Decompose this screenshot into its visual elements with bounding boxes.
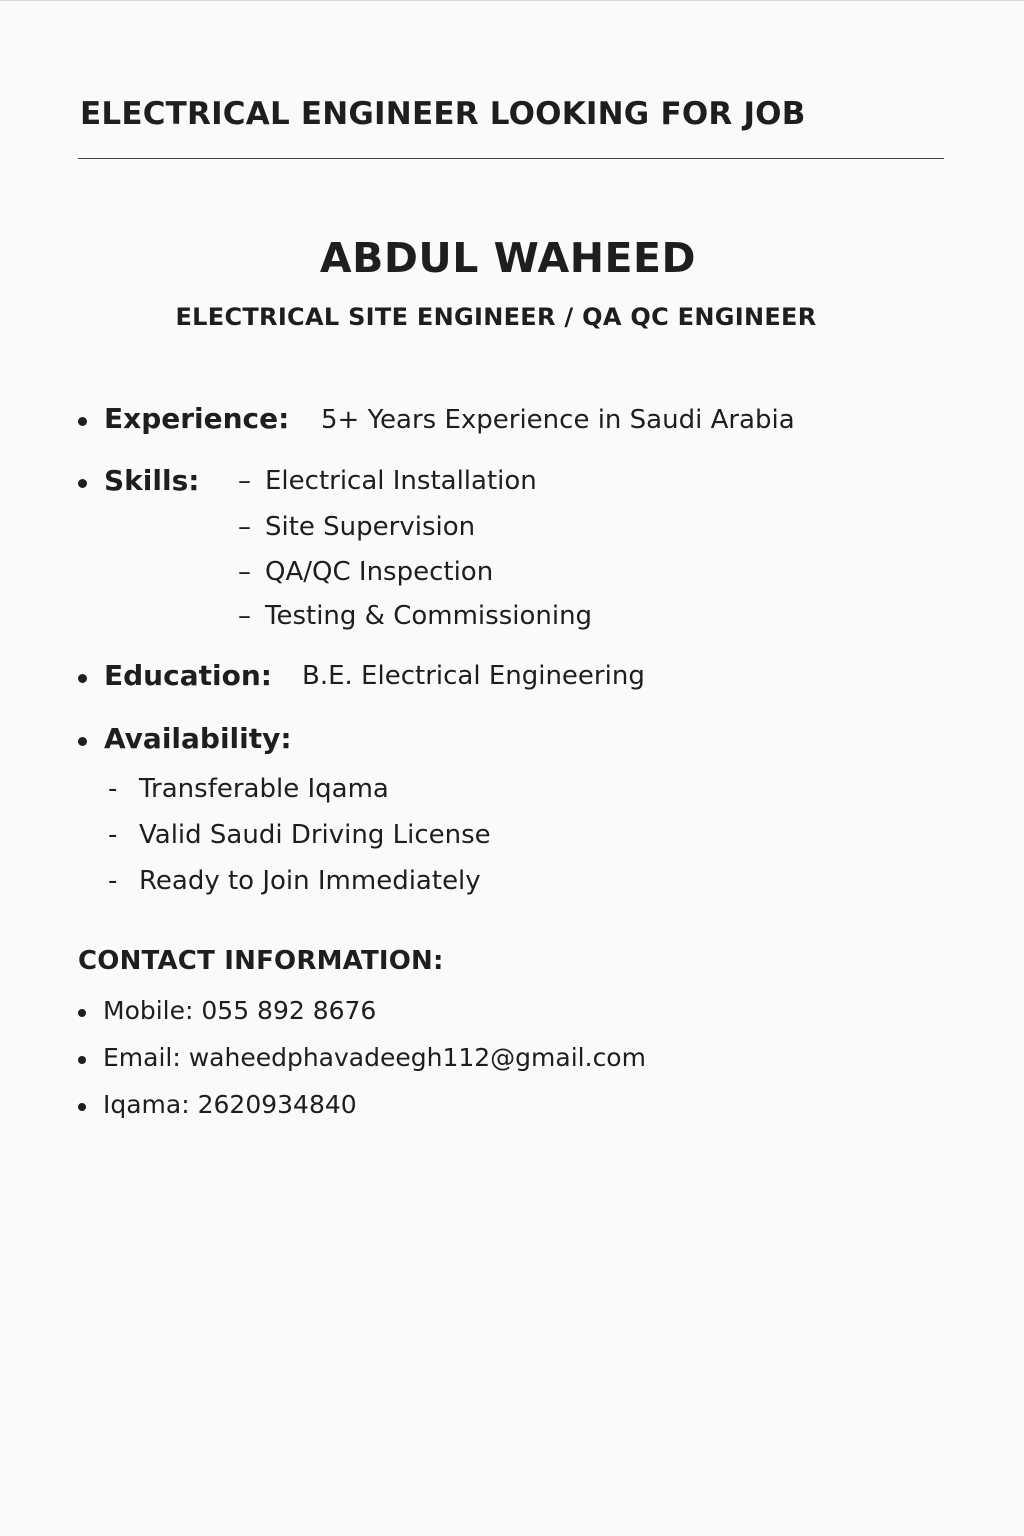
page-heading: ELECTRICAL ENGINEER LOOKING FOR JOB	[80, 96, 806, 132]
dash-icon: -	[108, 866, 118, 896]
experience-value: 5+ Years Experience in Saudi Arabia	[321, 405, 795, 435]
skills-bullet-icon	[78, 479, 87, 488]
top-border	[0, 0, 1024, 1]
dash-icon: -	[108, 774, 118, 804]
dash-icon: –	[238, 466, 251, 496]
availability-bullet-icon	[78, 737, 87, 746]
heading-divider	[78, 158, 944, 159]
experience-bullet-icon	[78, 417, 87, 426]
iqama-bullet-icon	[78, 1103, 86, 1111]
candidate-role: ELECTRICAL SITE ENGINEER / QA QC ENGINEER	[175, 303, 817, 331]
contact-iqama: Iqama: 2620934840	[103, 1090, 357, 1119]
dash-icon: -	[108, 820, 118, 850]
experience-row	[104, 402, 289, 435]
contact-email: Email: waheedphavadeegh112@gmail.com	[103, 1043, 646, 1072]
contact-heading: CONTACT INFORMATION:	[78, 946, 444, 976]
education-label: Education:	[104, 659, 272, 692]
skill-item: – Site Supervision	[238, 512, 476, 542]
dash-icon: –	[238, 601, 251, 631]
availability-item: - Valid Saudi Driving License	[108, 820, 491, 850]
dash-icon: –	[238, 557, 251, 587]
candidate-name: ABDUL WAHEED	[319, 234, 697, 282]
dash-icon: –	[238, 512, 251, 542]
education-value: B.E. Electrical Engineering	[302, 661, 645, 691]
education-bullet-icon	[78, 674, 87, 683]
mobile-bullet-icon	[78, 1009, 86, 1017]
availability-label: Availability:	[104, 722, 292, 755]
skills-label: Skills:	[104, 464, 200, 497]
contact-mobile: Mobile: 055 892 8676	[103, 996, 377, 1025]
experience-label: Experience:	[104, 402, 290, 435]
skill-item: – QA/QC Inspection	[238, 557, 494, 587]
skill-item: – Testing & Commissioning	[238, 601, 593, 631]
availability-item: - Ready to Join Immediately	[108, 866, 481, 896]
skill-item: – Electrical Installation	[238, 466, 537, 496]
availability-item: - Transferable Iqama	[108, 774, 389, 804]
email-bullet-icon	[78, 1056, 86, 1064]
